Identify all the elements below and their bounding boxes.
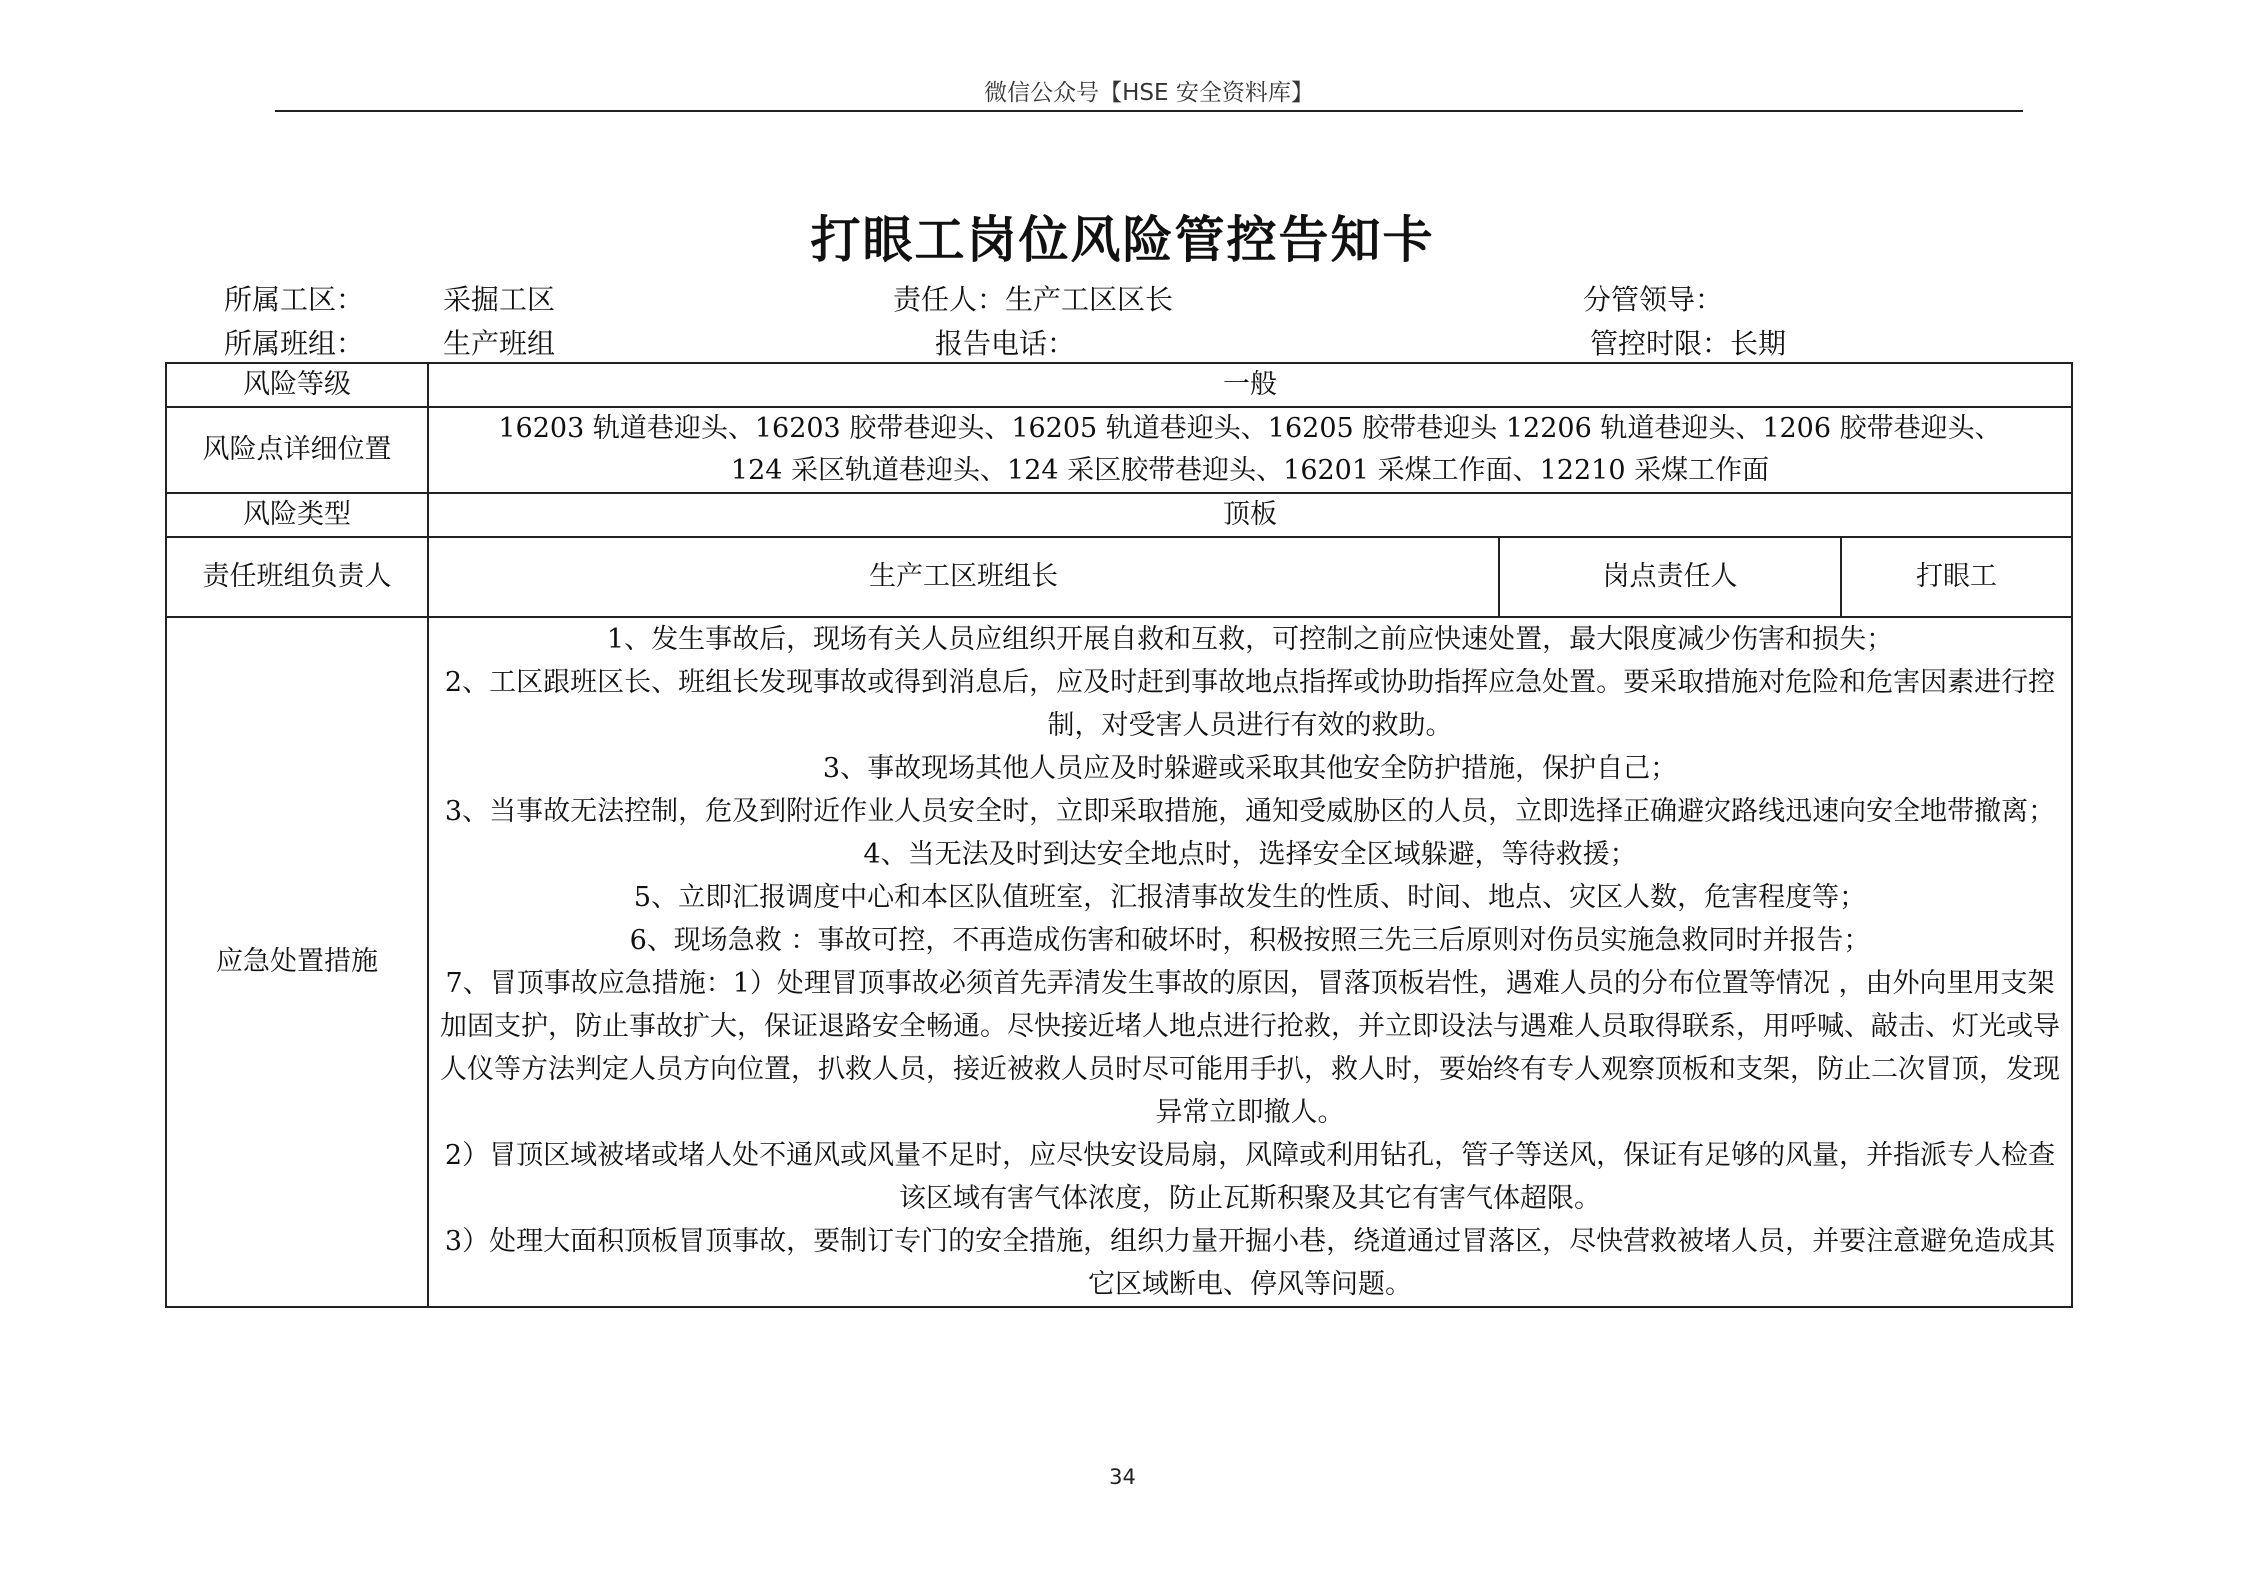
measure-item: 2、工区跟班区长、班组长发现事故或得到消息后，应及时赶到事故地点指挥或协助指挥应急处置。要采取措施对危险和危害因素进行控制，对受害人员进行有效的救助。 xyxy=(444,667,2056,741)
risk-level-value: 一般 xyxy=(428,363,2072,407)
risk-control-table xyxy=(165,362,2073,1308)
area-label: 所属工区： xyxy=(224,283,365,316)
risk-location-label: 风险点详细位置 xyxy=(166,407,428,493)
area-value: 采掘工区 xyxy=(443,283,556,316)
page-number: 34 xyxy=(1109,1465,1136,1489)
team-leader-value: 生产工区班组长 xyxy=(428,537,1499,617)
emergency-measures-content xyxy=(428,617,2072,1307)
team-leader-label: 责任班组负责人 xyxy=(166,537,428,617)
report-phone: 报告电话： xyxy=(935,327,1076,360)
team-label: 所属班组： xyxy=(224,327,365,360)
document-title: 打眼工岗位风险管控告知卡 xyxy=(810,210,1435,269)
risk-type-row xyxy=(166,493,2072,537)
emergency-measures-label: 应急处置措施 xyxy=(166,617,428,1307)
risk-type-label: 风险类型 xyxy=(166,493,428,537)
measure-item: 3）处理大面积顶板冒顶事故，要制订专门的安全措施，组织力量开掘小巷，绕道通过冒落区，尽快营救被堵人员，并要注意避免造成其它区域断电、停风等问题。 xyxy=(444,1226,2056,1300)
supervising-leader: 分管领导： xyxy=(1583,283,1724,316)
responsibility-row xyxy=(166,537,2072,617)
measure-item: 6、现场急救 ：事故可控，不再造成伤害和破坏时，积极按照三先三后原则对伤员实施急救同时并报告； xyxy=(629,925,1871,956)
risk-level-label: 风险等级 xyxy=(166,363,428,407)
page-header: 微信公众号【HSE 安全资料库】 xyxy=(984,80,1314,106)
measure-item: 2）冒顶区域被堵或堵人处不通风或风量不足时，应尽快安设局扇，风障或利用钻孔，管子等送风，保证有足够的风量，并指派专人检查该区域有害气体浓度，防止瓦斯积聚及其它有害气体超限。 xyxy=(444,1140,2056,1214)
responsible-person: 责任人：生产工区区长 xyxy=(893,283,1174,316)
control-period: 管控时限：长期 xyxy=(1590,327,1787,360)
risk-type-value: 顶板 xyxy=(428,493,2072,537)
measure-item: 5、立即汇报调度中心和本区队值班室，汇报清事故发生的性质、时间、地点、灾区人数，危害程度等； xyxy=(633,882,1867,913)
risk-level-row xyxy=(166,363,2072,407)
team-value: 生产班组 xyxy=(443,327,556,360)
measure-item: 3、事故现场其他人员应及时躲避或采取其他安全防护措施，保护自己； xyxy=(822,753,1678,784)
measure-item: 7、冒顶事故应急措施：1）处理冒顶事故必须首先弄清发生事故的原因，冒落顶板岩性，遇难人员的分布位置等情况 ，由外向里用支架加固支护，防止事故扩大，保证退路安全畅通。尽快接近堵人地点进行抢救，并立即设法与遇难人员取得联系，用呼喊、敲击、灯光或导人仪等方法判定人员方向位置，扒救人员，接近被救人员时尽可能用手扒，救人时，要始终有专人观察顶板和支架，防止二次冒顶，发现异常立即撤人。 xyxy=(440,968,2060,1128)
measure-item: 4、当无法及时到达安全地点时，选择安全区域躲避，等待救援； xyxy=(863,839,1637,870)
risk-location-line: 16203 轨道巷迎头、16203 胶带巷迎头、16205 轨道巷迎头、16205 胶带巷迎头 12206 轨道巷迎头、1206 胶带巷迎头、 xyxy=(498,413,2002,444)
emergency-measures-row xyxy=(166,617,2072,1307)
measure-item: 3、当事故无法控制，危及到附近作业人员安全时，立即采取措施，通知受威胁区的人员，立即选择正确避灾路线迅速向安全地带撤离； xyxy=(444,796,2056,827)
risk-location-value xyxy=(428,407,2072,493)
post-responsible-value: 打眼工 xyxy=(1841,537,2072,617)
post-responsible-label: 岗点责任人 xyxy=(1499,537,1841,617)
measure-item: 1、发生事故后，现场有关人员应组织开展自救和互救，可控制之前应快速处置，最大限度减少伤害和损失； xyxy=(606,624,1894,655)
risk-location-line: 124 采区轨道巷迎头、124 采区胶带巷迎头、16201 采煤工作面、12210 采煤工作面 xyxy=(730,455,1770,486)
header-divider xyxy=(275,110,2023,112)
risk-location-row xyxy=(166,407,2072,493)
